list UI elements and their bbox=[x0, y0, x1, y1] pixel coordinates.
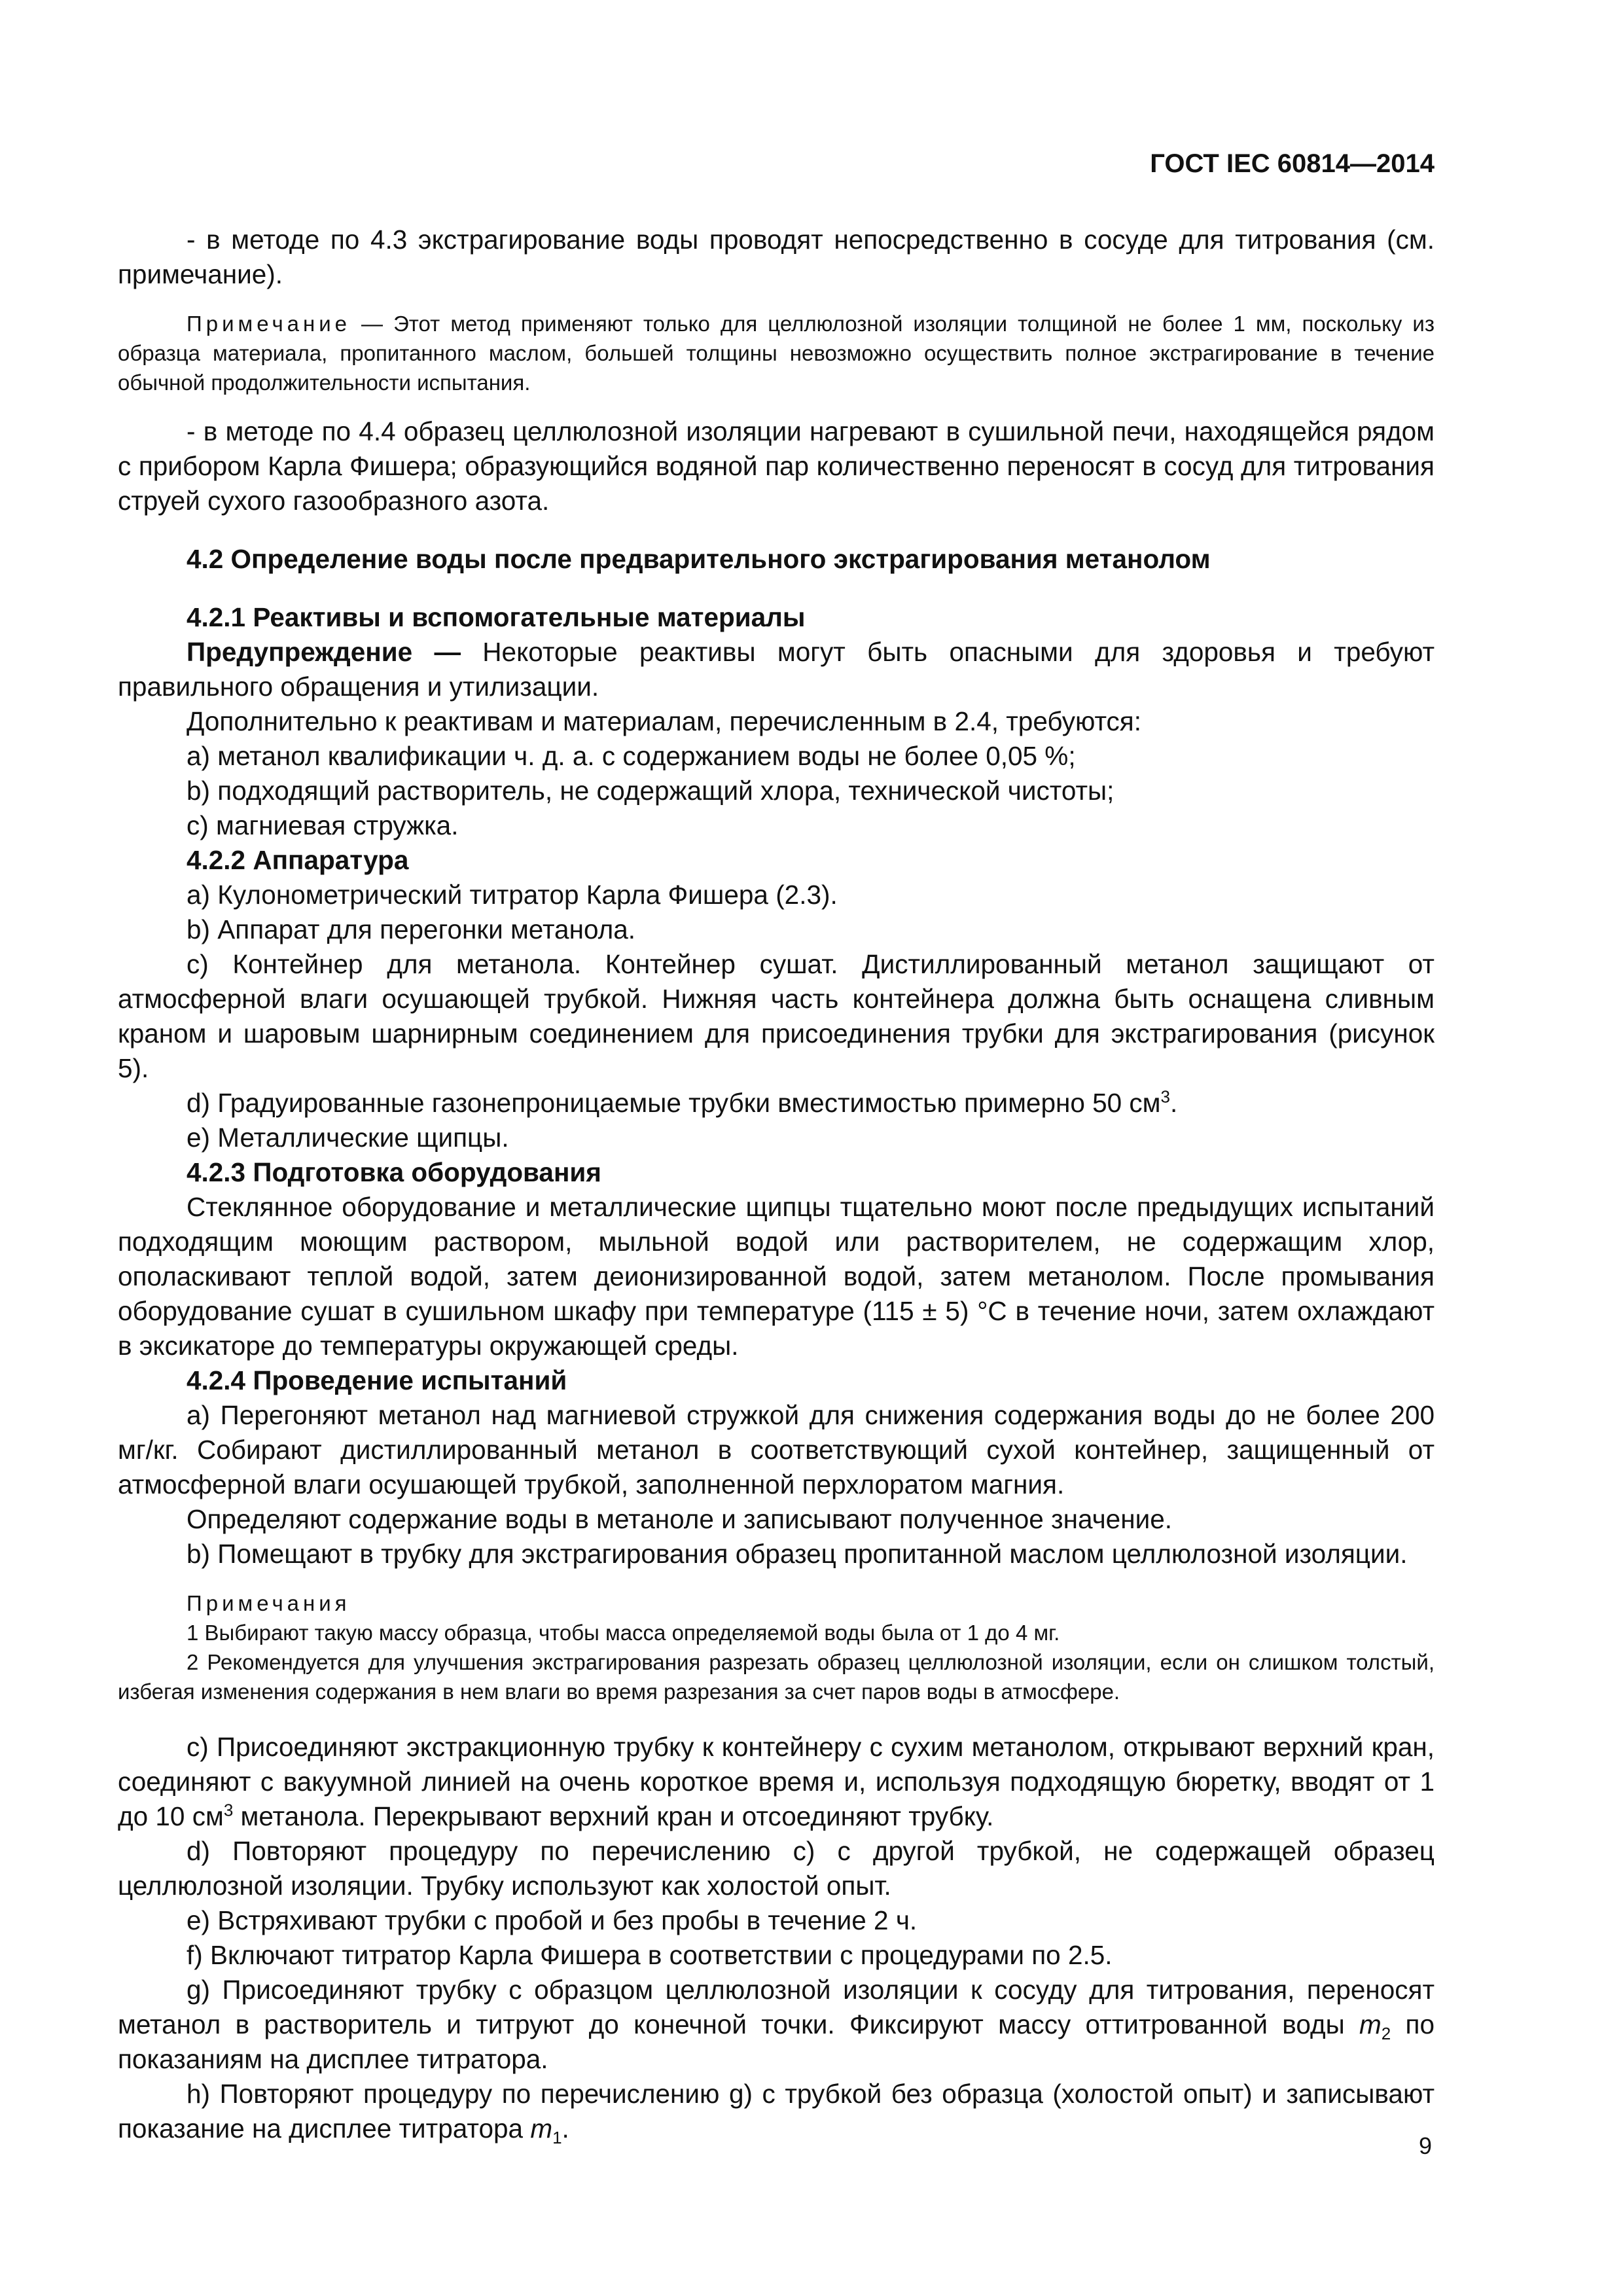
procedure-step: g) Присоединяют трубку с образцом целлюлозной изоляции к сосуду для титрования, переносят метанол в растворитель и титруют до конечной точки. Фиксируют массу оттитрованной воды $m_2$ по показаниям на дисплее титратора. bbox=[118, 1975, 1435, 2074]
paragraph-method-4-4: - в методе по 4.4 образец целлюлозной изоляции нагревают в сушильной печи, находящейся рядом с прибором Карла Фишера; образующийся водяной пар количественно переносят в сосуд для титрования струей сухого газообразного азота. bbox=[118, 416, 1435, 516]
additional-paragraph: Дополнительно к реактивам и материалам, перечисленным в 2.4, требуются: bbox=[187, 706, 1141, 736]
procedure-step: h) Повторяют процедуру по перечислению g) с трубкой без образца (холостой опыт) и записывают показание на дисплее титратора $m_1$. bbox=[118, 2079, 1435, 2148]
note-item: 2 Рекомендуется для улучшения экстрагирования разрезать образец целлюлозной изоляции, если он слишком толстый, избегая изменения содержания в нем влаги во время разрезания за счет паров воды в атмосфере. bbox=[118, 1650, 1435, 1704]
section-heading-4-2-1: 4.2.1 Реактивы и вспомогательные материалы bbox=[187, 602, 806, 632]
procedure-step: c) Присоединяют экстракционную трубку к контейнеру с сухим метанолом, открывают верхний кран, соединяют с вакуумной линией на очень короткое время и, используя подходящую бюретку, вводят от 1 до 10 $см^3$ метанола. Перекрывают верхний кран и отсоединяют трубку. bbox=[118, 1732, 1435, 1831]
document-body bbox=[118, 223, 1435, 2146]
page-number: 9 bbox=[1418, 2132, 1432, 2159]
procedure-step: f) Включают титратор Карла Фишера в соответствии с процедурами по 2.5. bbox=[187, 1940, 1113, 1970]
section-heading-4-2: 4.2 Определение воды после предварительного экстрагирования метанолом bbox=[187, 544, 1211, 574]
procedure-step: a) Перегоняют метанол над магниевой стружкой для снижения содержания воды до не более 200 мг/кг. Собирают дистиллированный метанол в соответствующий сухой контейнер, защищенный от атмосферной влаги осушающей трубкой, заполненной перхлоратом магния. bbox=[118, 1400, 1435, 1499]
reagent-item: b) подходящий растворитель, не содержащий хлора, технической чистоты; bbox=[187, 776, 1115, 806]
preparation-paragraph: Стеклянное оборудование и металлические щипцы тщательно моют после предыдущих испытаний подходящим моющим раствором, мыльной водой или растворителем, не содержащим хлор, ополаскивают теплой водой, затем деионизированной водой, затем метанолом. После промывания оборудование сушат в сушильном шкафу при температуре (115 ± 5) °С в течение ночи, затем охлаждают в эксикаторе до температуры окружающей среды. bbox=[118, 1192, 1435, 1361]
procedure-step: b) Помещают в трубку для экстрагирования образец пропитанной маслом целлюлозной изоляции. bbox=[187, 1539, 1408, 1569]
warning-label: Предупреждение — bbox=[187, 637, 461, 667]
note-text: — Этот метод применяют только для целлюлозной изоляции толщиной не более 1 мм, поскольку из образца материала, пропитанного маслом, большей толщины невозможно осуществить полное экстрагирование в течение обычной продолжительности испытания. bbox=[118, 312, 1435, 395]
section-heading-4-2-3: 4.2.3 Подготовка оборудования bbox=[187, 1157, 601, 1187]
note-block bbox=[118, 309, 1435, 397]
warning-paragraph bbox=[118, 635, 1435, 704]
apparatus-item: b) Аппарат для перегонки метанола. bbox=[187, 914, 635, 944]
notes-label: Примечания bbox=[187, 1591, 351, 1615]
apparatus-item: c) Контейнер для метанола. Контейнер сушат. Дистиллированный метанол защищают от атмосферной влаги осушающей трубкой. Нижняя часть контейнера должна быть оснащена сливным краном и шаровым шарнирным соединением для присоединения трубки для экстрагирования (рисунок 5). bbox=[118, 949, 1435, 1083]
document-header: ГОСТ IEC 60814—2014 bbox=[1150, 149, 1435, 178]
procedure-step: d) Повторяют процедуру по перечислению c) с другой трубкой, не содержащей образец целлюлозной изоляции. Трубку используют как холостой опыт. bbox=[118, 1836, 1435, 1901]
reagent-item: c) магниевая стружка. bbox=[187, 810, 459, 840]
section-heading-4-2-2: 4.2.2 Аппаратура bbox=[187, 845, 409, 875]
procedure-step: Определяют содержание воды в метаноле и записывают полученное значение. bbox=[187, 1504, 1172, 1534]
warning-text: Некоторые реактивы могут быть опасными для здоровья и требуют правильного обращения и утилизации. bbox=[118, 637, 1435, 702]
reagent-item: a) метанол квалификации ч. д. а. с содержанием воды не более 0,05 %; bbox=[187, 741, 1076, 771]
note-item: 1 Выбирают такую массу образца, чтобы масса определяемой воды была от 1 до 4 мг. bbox=[187, 1621, 1060, 1645]
apparatus-item: e) Металлические щипцы. bbox=[187, 1122, 509, 1153]
procedure-step: e) Встряхивают трубки с пробой и без пробы в течение 2 ч. bbox=[187, 1905, 918, 1935]
section-heading-4-2-4: 4.2.4 Проведение испытаний bbox=[187, 1365, 567, 1395]
apparatus-item: d) Градуированные газонепроницаемые трубки вместимостью примерно 50 $см^3$. bbox=[187, 1086, 1178, 1118]
paragraph-method-4-3: - в методе по 4.3 экстрагирование воды проводят непосредственно в сосуде для титрования (см. примечание). bbox=[118, 224, 1435, 289]
apparatus-item: a) Кулонометрический титратор Карла Фишера (2.3). bbox=[187, 880, 838, 910]
note-label: Примечание bbox=[187, 312, 351, 336]
